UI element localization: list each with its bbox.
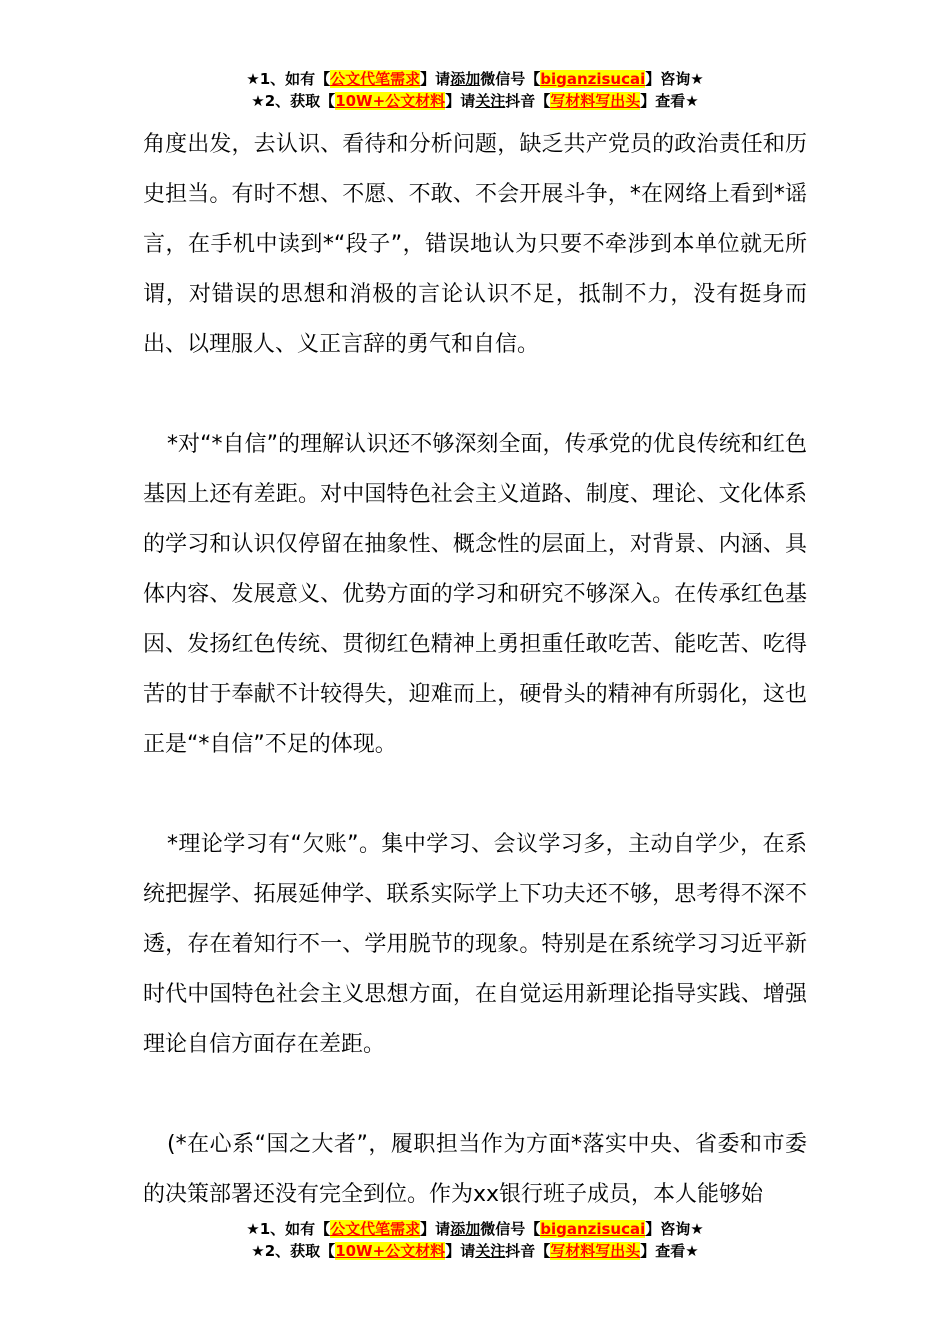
banner-line-1 [0, 1218, 950, 1240]
banner-text: 】请 [445, 92, 476, 110]
banner-highlight: 公文代笔需求 [330, 1220, 421, 1238]
paragraph: *对“*自信”的理解认识还不够深刻全面，传承党的优良传统和红色基因上还有差距。对中国特色社会主义道路、制度、理论、文化体系的学习和认识仅停留在抽象性、概念性的层面上，对背景、内涵、具体内容、发展意义、优势方面的学习和研究不够深入。在传承红色基因、发扬红色传统、贯彻红色精神上勇担重任敢吃苦、能吃苦、吃得苦的甘于奉献不计较得失，迎难而上，硬骨头的精神有所弱化，这也正是“*自信”不足的体现。 [143, 432, 807, 757]
banner-text: 】查看★ [640, 92, 699, 110]
banner-underlined-text: 关注 [475, 92, 506, 110]
banner-highlight: 10W+公文材料 [335, 1242, 446, 1260]
banner-text: 】查看★ [640, 1242, 699, 1260]
footer-banner [0, 1218, 950, 1262]
banner-text: ★2、获取【 [251, 92, 336, 110]
banner-text: ★1、如有【 [246, 1220, 331, 1238]
banner-highlight: 公文代笔需求 [330, 70, 421, 88]
banner-underlined-text: 添加 [450, 70, 481, 88]
banner-text: 】请 [420, 1220, 451, 1238]
banner-highlight: 写材料写出头 [550, 92, 641, 110]
banner-text: 】咨询★ [645, 70, 704, 88]
paragraph-spacer [143, 370, 807, 420]
banner-text: ★2、获取【 [251, 1242, 336, 1260]
paragraph: 角度出发，去认识、看待和分析问题，缺乏共产党员的政治责任和历史担当。有时不想、不愿、不敢、不会开展斗争，*在网络上看到*谣言，在手机中读到*“段子”，错误地认为只要不牵涉到本单位就无所谓，对错误的思想和消极的言论认识不足，抵制不力，没有挺身而出、以理服人、义正言辞的勇气和自信。 [143, 132, 807, 357]
banner-line-2 [0, 90, 950, 112]
banner-highlight: 写材料写出头 [550, 1242, 641, 1260]
paragraph-spacer [143, 1070, 807, 1120]
banner-text: 微信号【 [480, 1220, 541, 1238]
banner-underlined-text: 关注 [475, 1242, 506, 1260]
banner-underlined-text: 添加 [450, 1220, 481, 1238]
paragraph: (*在心系“国之大者”，履职担当作为方面*落实中央、省委和市委的决策部署还没有完全到位。作为xx银行班子成员，本人能够始 [143, 1132, 807, 1207]
banner-line-2 [0, 1240, 950, 1262]
banner-text: ★1、如有【 [246, 70, 331, 88]
banner-text: 抖音【 [505, 1242, 551, 1260]
banner-text: 】咨询★ [645, 1220, 704, 1238]
banner-highlight: biganzisucai [540, 1220, 646, 1238]
paragraph-spacer [143, 770, 807, 820]
header-banner [0, 68, 950, 112]
banner-text: 抖音【 [505, 92, 551, 110]
banner-highlight: biganzisucai [540, 70, 646, 88]
banner-line-1 [0, 68, 950, 90]
banner-text: 】请 [420, 70, 451, 88]
paragraph: *理论学习有“欠账”。集中学习、会议学习多，主动自学少，在系统把握学、拓展延伸学、联系实际学上下功夫还不够，思考得不深不透，存在着知行不一、学用脱节的现象。特别是在系统学习习近平新时代中国特色社会主义思想方面，在自觉运用新理论指导实践、增强理论自信方面存在差距。 [143, 832, 807, 1057]
banner-highlight: 10W+公文材料 [335, 92, 446, 110]
banner-text: 】请 [445, 1242, 476, 1260]
document-body [143, 120, 807, 1220]
banner-text: 微信号【 [480, 70, 541, 88]
